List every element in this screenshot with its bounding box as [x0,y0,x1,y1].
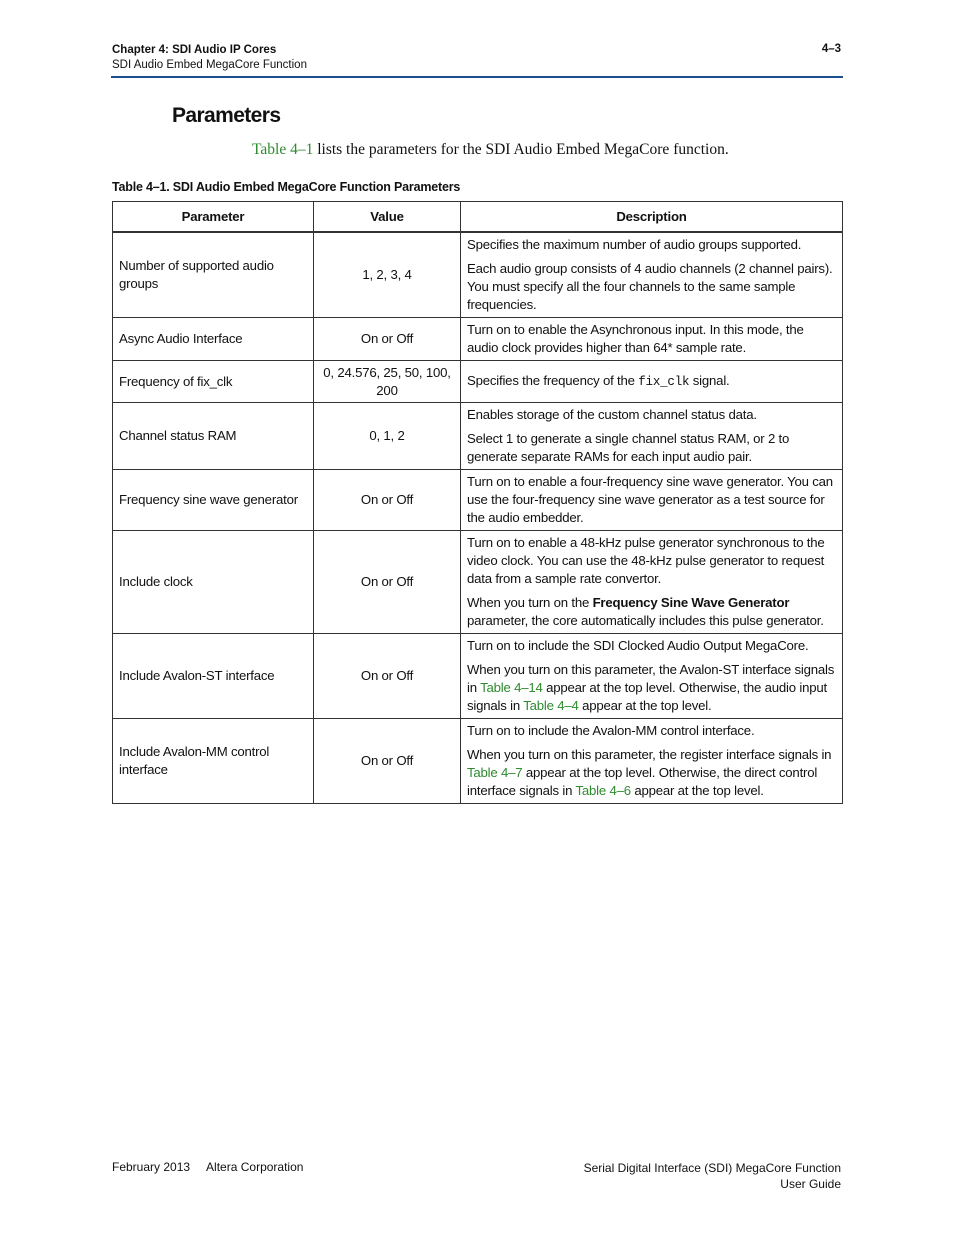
description-text-part: When you turn on the [467,595,593,610]
table-link[interactable]: Table 4–1 [252,141,314,158]
description-cell [461,232,843,318]
description-text: Turn on to include the Avalon-MM control interface. [467,723,755,738]
footer-doc-type: User Guide [780,1177,841,1191]
footer-doc-title: Serial Digital Interface (SDI) MegaCore Function [583,1161,841,1175]
table-header-row [113,202,843,233]
description-text [467,746,836,800]
parameter-name-bold: Frequency Sine Wave Generator [592,595,790,610]
table-row [113,403,843,470]
value-cell: 0, 24.576, 25, 50, 100, 200 [314,361,461,403]
parameter-cell: Include Avalon-MM control interface [113,719,314,804]
parameter-cell: Channel status RAM [113,403,314,470]
intro-paragraph [252,141,729,159]
description-text [467,594,836,630]
column-header-parameter: Parameter [113,202,314,233]
section-subtitle: SDI Audio Embed MegaCore Function [112,59,307,71]
description-cell [461,634,843,719]
header-rule [111,76,843,78]
description-text-part: appear at the top level. [630,783,764,798]
description-text: Turn on to enable a four-frequency sine wave generator. You can use the four-frequency sine wave generator as a test source for the audio embedder. [467,474,833,525]
table-caption: Table 4–1. SDI Audio Embed MegaCore Function Parameters [112,180,461,194]
description-text: Enables storage of the custom channel status data. [467,407,757,422]
description-cell [461,318,843,361]
description-cell [461,361,843,403]
table-link[interactable]: Table 4–6 [575,783,631,798]
description-text: Turn on to include the SDI Clocked Audio Output MegaCore. [467,638,809,653]
value-cell: On or Off [314,318,461,361]
parameter-cell: Frequency of fix_clk [113,361,314,403]
description-text-part: parameter, the core automatically includes this pulse generator. [467,613,824,628]
page-header [112,43,307,73]
code-signal: fix_clk [638,375,690,389]
table-row [113,719,843,804]
parameters-table [112,201,843,804]
value-cell: 1, 2, 3, 4 [314,232,461,318]
description-text-part: signal. [689,373,730,388]
page-footer-left [112,1160,303,1174]
intro-text: lists the parameters for the SDI Audio Embed MegaCore function. [313,141,729,158]
table-row [113,232,843,318]
description-text-part: When you turn on this parameter, the Avalon-ST interface signals in [467,662,835,695]
value-cell: On or Off [314,531,461,634]
table-row [113,634,843,719]
description-cell [461,403,843,470]
value-cell: On or Off [314,634,461,719]
footer-date: February 2013 [112,1160,191,1174]
table-link[interactable]: Table 4–4 [523,698,579,713]
parameter-cell: Include clock [113,531,314,634]
table-row [113,361,843,403]
table-link[interactable]: Table 4–14 [480,680,543,695]
page-number: 4–3 [821,43,841,55]
description-text-part: Specifies the frequency of the [467,373,639,388]
description-text: Each audio group consists of 4 audio channels (2 channel pairs). You must specify all the four channels to the same sample frequencies. [467,261,833,312]
description-text-part: appear at the top level. Otherwise, the direct control interface signals in [467,765,818,798]
description-cell [461,531,843,634]
table-row [113,318,843,361]
description-text: Select 1 to generate a single channel status RAM, or 2 to generate separate RAMs for each input audio pair. [467,431,790,464]
description-text-part: appear at the top level. Otherwise, the audio input signals in [467,680,827,713]
chapter-title: Chapter 4: SDI Audio IP Cores [112,44,277,56]
description-text [467,661,836,715]
description-text: Specifies the maximum number of audio groups supported. [467,237,802,252]
parameter-cell: Async Audio Interface [113,318,314,361]
table-link[interactable]: Table 4–7 [467,765,523,780]
section-heading: Parameters [172,104,281,127]
parameter-cell: Number of supported audio groups [113,232,314,318]
description-text [467,372,836,391]
table-row [113,531,843,634]
parameter-cell: Frequency sine wave generator [113,470,314,531]
column-header-description: Description [461,202,843,233]
value-cell: 0, 1, 2 [314,403,461,470]
column-header-value: Value [314,202,461,233]
description-text: Turn on to enable the Asynchronous input. In this mode, the audio clock provides higher than 64* sample rate. [467,322,804,355]
value-cell: On or Off [314,719,461,804]
description-text-part: When you turn on this parameter, the register interface signals in [467,747,832,762]
table-row [113,470,843,531]
footer-company: Altera Corporation [206,1160,304,1174]
description-text: Turn on to enable a 48-kHz pulse generator synchronous to the video clock. You can use the 48-kHz pulse generator to request data from a sample rate convertor. [467,535,825,586]
description-text-part: appear at the top level. [578,698,712,713]
parameter-cell: Include Avalon-ST interface [113,634,314,719]
page-footer-right [584,1160,841,1192]
description-cell [461,719,843,804]
description-cell [461,470,843,531]
value-cell: On or Off [314,470,461,531]
